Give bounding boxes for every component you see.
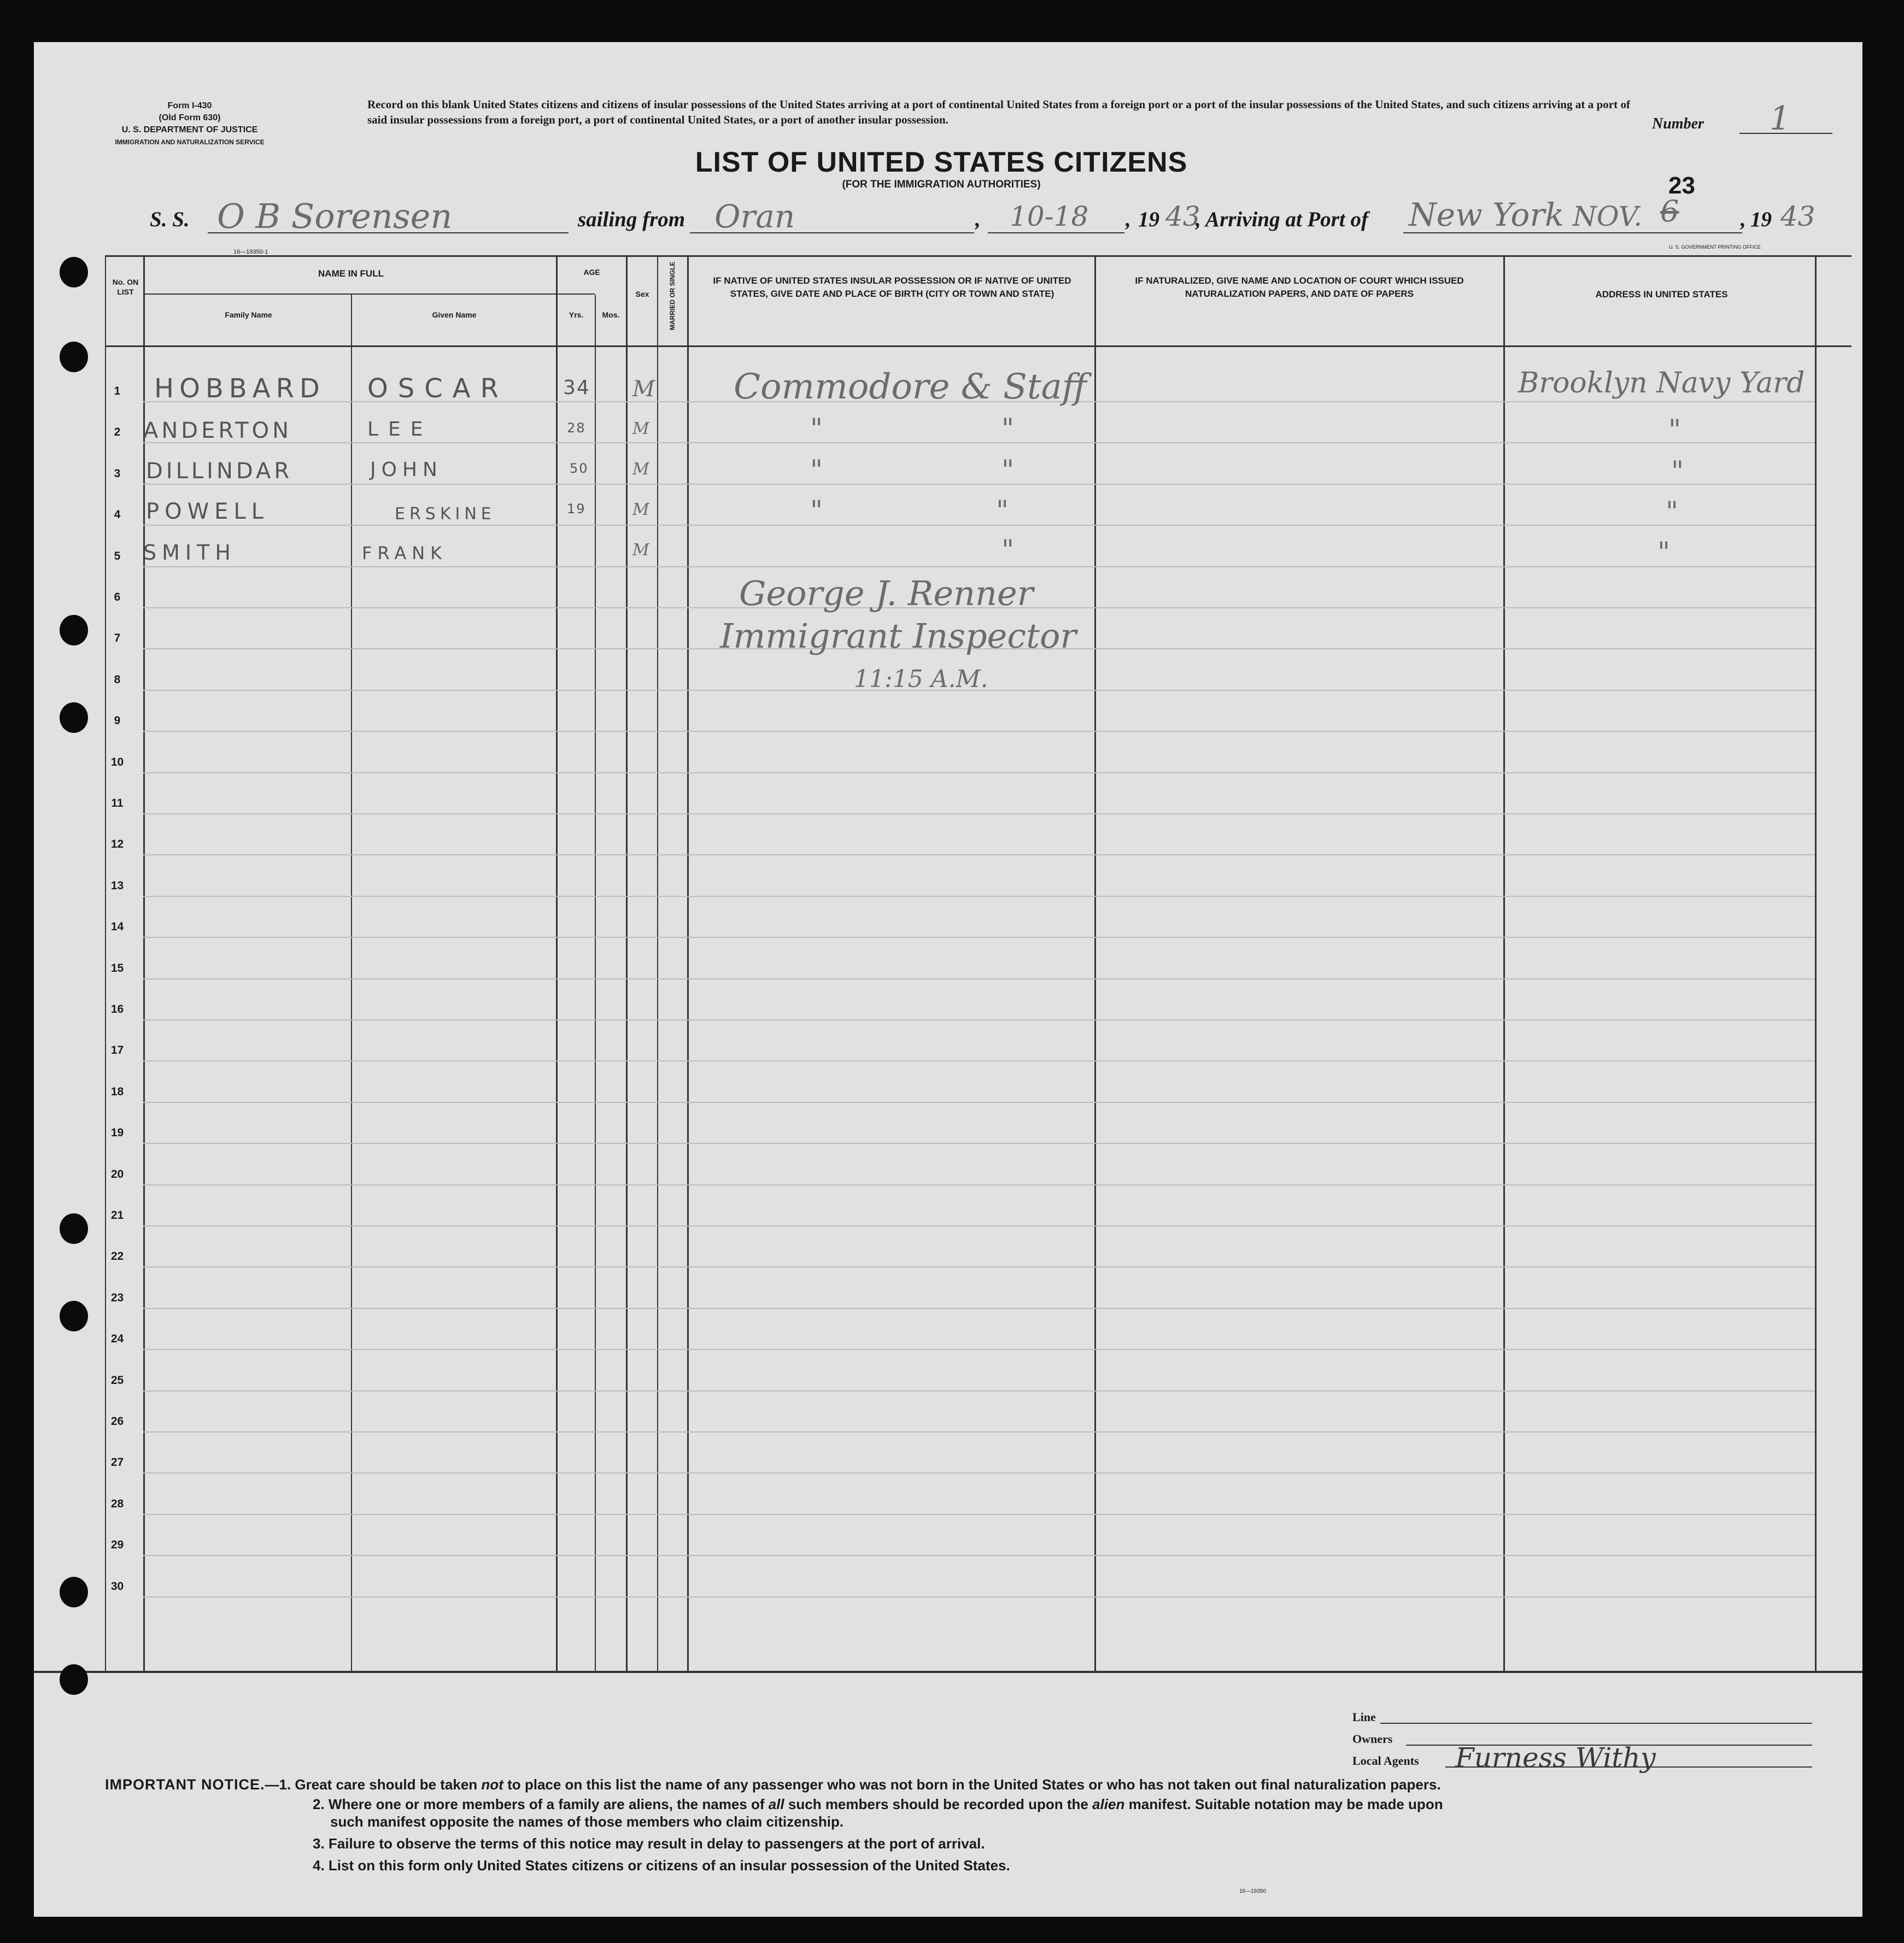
- inspector-time: 11:15 A.M.: [854, 665, 988, 693]
- entry-1-yrs: 34: [563, 377, 590, 399]
- row-number: 9: [114, 714, 121, 727]
- row-number: 18: [110, 1085, 124, 1098]
- entry-4-family: POWELL: [146, 499, 269, 524]
- entry-1-family: HOBBARD: [154, 373, 325, 404]
- sailing-port: Oran: [714, 198, 795, 235]
- entry-3-birth-a: ": [810, 454, 823, 486]
- entry-4-birth-b: ": [996, 495, 1009, 526]
- entry-5-sex: M: [632, 541, 649, 560]
- row-number: 27: [110, 1456, 124, 1469]
- sailing-date-line: [988, 232, 1124, 233]
- notice-item-3: 3. Failure to observe the terms of this notice may result in delay to passengers at the port of arrival.: [313, 1835, 985, 1852]
- row-rule: [143, 1143, 1815, 1144]
- row-rule: [143, 896, 1815, 897]
- form-number: Form I-430: [167, 101, 212, 110]
- col-line-yrs: [595, 295, 596, 1671]
- col-header-mos: Mos.: [602, 310, 620, 319]
- col-header-naturalized: IF NATURALIZED, GIVE NAME AND LOCATION OF COURT WHICH ISSUED NATURALIZATION PAPERS, AND DATE OF PAPERS: [1135, 275, 1464, 299]
- printing-office: U. S. GOVERNMENT PRINTING OFFICE: [1669, 244, 1761, 250]
- comma-3: ,: [1741, 208, 1746, 231]
- arrival-port: New York: [1409, 196, 1565, 233]
- col-header-birth: IF NATIVE OF UNITED STATES INSULAR POSSESSION OR IF NATIVE OF UNITED STATES, GIVE DATE AND PLACE OF BIRTH (CITY OR TOWN AND STATE): [713, 275, 1071, 299]
- arrival-day: 23: [1668, 172, 1695, 199]
- entry-4-address: ": [1666, 496, 1678, 527]
- ss-label: S. S.: [150, 208, 190, 231]
- arrival-day-struck: 6: [1660, 194, 1679, 228]
- col-header-address: ADDRESS IN UNITED STATES: [1595, 289, 1728, 300]
- entry-4-yrs: 19: [567, 501, 586, 516]
- row-number: 2: [114, 426, 121, 439]
- entry-4-birth-a: ": [810, 495, 823, 526]
- punch-hole: [60, 1577, 88, 1607]
- line-label: Line: [1352, 1710, 1376, 1724]
- row-number: 26: [110, 1415, 124, 1428]
- row-number: 14: [110, 920, 124, 934]
- col-header-yrs: Yrs.: [569, 310, 584, 319]
- punch-hole: [60, 1213, 88, 1244]
- row-number: 4: [114, 508, 121, 521]
- entry-2-birth-b: ": [1001, 413, 1014, 444]
- row-rule: [143, 1102, 1815, 1103]
- row-rule: [143, 1431, 1815, 1433]
- entry-4-given: ERSKINE: [395, 504, 496, 524]
- row-number: 23: [110, 1291, 124, 1304]
- punch-hole: [60, 615, 88, 645]
- col-header-given-name: Given Name: [432, 310, 477, 319]
- notice-2b: such members should be recorded upon the: [788, 1796, 1088, 1812]
- row-rule: [143, 484, 1815, 485]
- row-rule: [143, 978, 1815, 979]
- notice-item-4: 4. List on this form only United States citizens or citizens of an insular possession of the United States.: [313, 1857, 1010, 1874]
- col-header-family-name: Family Name: [225, 310, 272, 319]
- punch-hole: [60, 257, 88, 287]
- col-header-name-in-full: NAME IN FULL: [318, 268, 384, 279]
- punch-hole: [60, 1301, 88, 1331]
- row-rule: [143, 1555, 1815, 1556]
- row-rule: [143, 1390, 1815, 1392]
- notice-1b: to place on this list the name of any passenger who was not born in the United States or who has not taken out final naturalization papers.: [507, 1776, 1441, 1793]
- row-number: 19: [110, 1126, 124, 1140]
- year-prefix-1: 19: [1138, 208, 1159, 231]
- entry-3-given: JOHN: [370, 459, 443, 481]
- notice-item-2-cont: such manifest opposite the names of those members who claim citizenship.: [330, 1813, 844, 1830]
- row-number: 10: [110, 755, 124, 768]
- col-line-birth: [1094, 255, 1096, 1671]
- punch-hole: [60, 1664, 88, 1695]
- col-header-married: MARRIED OR SINGLE: [669, 261, 676, 330]
- entry-5-address: ": [1657, 536, 1670, 568]
- old-form-number: (Old Form 630): [159, 113, 221, 122]
- row-number: 12: [110, 838, 124, 851]
- row-rule: [143, 525, 1815, 526]
- number-value: 1: [1770, 99, 1791, 138]
- year-prefix-2: 19: [1750, 208, 1772, 231]
- service-name: IMMIGRATION AND NATURALIZATION SERVICE: [115, 138, 265, 146]
- row-rule: [143, 1514, 1815, 1515]
- row-rule: [143, 1060, 1815, 1061]
- table-bottom-border: [34, 1671, 1862, 1673]
- notice-1a: 1. Great care should be taken: [279, 1776, 478, 1793]
- row-number: 20: [110, 1167, 124, 1181]
- col-header-no: No. ON LIST: [112, 278, 139, 296]
- local-agents-value: Furness Withy: [1455, 1742, 1656, 1774]
- entry-3-birth-b: ": [1001, 454, 1014, 486]
- inspector-title: Immigrant Inspector: [720, 616, 1076, 656]
- row-number: 30: [110, 1580, 124, 1593]
- arriving-label: , Arriving at Port of: [1196, 208, 1368, 231]
- notice-2-all: all: [768, 1796, 784, 1812]
- inspector-name: George J. Renner: [739, 573, 1034, 613]
- entry-2-address: ": [1668, 414, 1681, 445]
- notice-item-1: [105, 1776, 1854, 1793]
- row-number: 5: [114, 549, 121, 562]
- punch-hole: [60, 702, 88, 733]
- col-line-given: [556, 255, 558, 1671]
- name-age-subheader-line: [143, 293, 595, 295]
- entry-1-sex: M: [632, 377, 655, 402]
- punch-hole: [60, 342, 88, 372]
- row-rule: [143, 1308, 1815, 1309]
- row-rule: [143, 1596, 1815, 1598]
- row-rule: [143, 731, 1815, 732]
- row-rule: [143, 566, 1815, 567]
- number-label: Number: [1652, 115, 1704, 132]
- sailing-label: sailing from: [578, 208, 686, 231]
- important-notice: [105, 1776, 1854, 1874]
- row-number: 16: [110, 1003, 124, 1015]
- row-number: 15: [110, 961, 124, 975]
- row-number: 17: [110, 1044, 124, 1057]
- footer-form-code: 16—19350: [1239, 1888, 1266, 1894]
- form-identifier: [113, 100, 266, 148]
- row-number: 11: [111, 797, 124, 809]
- local-agents-label: Local Agents: [1352, 1754, 1419, 1768]
- notice-2a: 2. Where one or more members of a family are aliens, the names of: [313, 1796, 765, 1812]
- row-rule: [143, 937, 1815, 938]
- row-rule: [143, 772, 1815, 773]
- owners-label: Owners: [1352, 1732, 1393, 1746]
- entry-3-yrs: 50: [570, 461, 589, 476]
- ship-name: O B Sorensen: [217, 196, 453, 236]
- department-name: U. S. DEPARTMENT OF JUSTICE: [121, 125, 258, 134]
- entry-2-family: ANDERTON: [143, 418, 292, 443]
- col-line-married: [687, 255, 689, 1671]
- arrival-year: 43: [1780, 201, 1815, 232]
- entry-5-family: SMITH: [143, 541, 236, 565]
- row-rule: [143, 854, 1815, 855]
- entry-1-address: Brooklyn Navy Yard: [1518, 367, 1805, 400]
- entry-3-family: DILLINDAR: [146, 459, 293, 484]
- row-number: 7: [114, 632, 121, 645]
- row-number: 6: [114, 591, 121, 603]
- row-number: 22: [110, 1250, 124, 1263]
- row-number: 13: [110, 879, 124, 892]
- notice-1-not: not: [481, 1776, 503, 1793]
- row-number: 21: [110, 1209, 124, 1222]
- row-number: 25: [110, 1373, 124, 1387]
- notice-lead: IMPORTANT NOTICE.: [105, 1776, 265, 1793]
- row-rule: [143, 1184, 1815, 1185]
- page-title: LIST OF UNITED STATES CITIZENS: [695, 146, 1188, 178]
- arrival-month: NOV.: [1573, 201, 1643, 232]
- entry-3-address: ": [1671, 455, 1684, 487]
- entry-2-sex: M: [632, 419, 649, 438]
- row-rule: [143, 1349, 1815, 1350]
- col-line-family: [351, 295, 352, 1671]
- col-line-no: [143, 255, 145, 1671]
- row-rule: [143, 1472, 1815, 1474]
- entry-2-birth-a: ": [810, 413, 823, 444]
- manifest-sheet: [34, 42, 1862, 1917]
- entry-5-birth-b: ": [1001, 534, 1014, 566]
- sailing-date: 10-18: [1010, 201, 1089, 232]
- row-number: 28: [110, 1497, 124, 1510]
- table-top-border: [105, 255, 1852, 257]
- row-rule: [143, 1225, 1815, 1226]
- sailing-year: 43: [1165, 201, 1200, 232]
- row-number: 29: [110, 1539, 124, 1552]
- row-rule: [143, 442, 1815, 443]
- notice-2c: manifest. Suitable notation may be made upon: [1128, 1796, 1443, 1812]
- entry-1-birth: Commodore & Staff: [734, 367, 1087, 407]
- notice-item-2: [105, 1795, 1854, 1813]
- row-rule: [143, 1019, 1815, 1020]
- form-code: 16—19350-1: [233, 249, 268, 255]
- entry-2-yrs: 28: [567, 420, 586, 436]
- col-line-naturalized: [1503, 255, 1505, 1671]
- header-bottom-border: [105, 345, 1852, 347]
- row-number: 8: [114, 673, 121, 686]
- line-underline: [1380, 1723, 1812, 1724]
- row-number: 3: [114, 467, 121, 480]
- row-rule: [143, 813, 1815, 814]
- row-number: 24: [110, 1332, 124, 1346]
- entry-3-sex: M: [632, 460, 649, 479]
- col-line-address: [1815, 255, 1817, 1671]
- page-subtitle: (FOR THE IMMIGRATION AUTHORITIES): [842, 179, 1041, 190]
- col-line-mos: [626, 255, 628, 1671]
- comma-1: ,: [975, 208, 981, 231]
- entry-1-given: OSCAR: [367, 373, 508, 404]
- row-rule: [143, 1266, 1815, 1267]
- comma-2: ,: [1126, 208, 1131, 231]
- entry-5-given: FRANK: [362, 543, 448, 563]
- notice-dash: —: [265, 1776, 279, 1793]
- notice-2-alien: alien: [1092, 1796, 1125, 1812]
- col-header-sex: Sex: [635, 290, 649, 298]
- record-instructions: Record on this blank United States citizens and citizens of insular possessions of the United States arriving at a port of continental United States from a foreign port or a port of the insular possessions of the United States, and such citizens arriving at a port of said insular possessions from a foreign port, a port of continental United States, or a port of another insular possession.: [367, 98, 1630, 126]
- entry-2-given: LEE: [367, 418, 433, 441]
- entry-4-sex: M: [632, 500, 649, 519]
- col-line-sex: [657, 255, 658, 1671]
- col-header-age: AGE: [583, 268, 600, 277]
- row-number: 1: [114, 385, 121, 397]
